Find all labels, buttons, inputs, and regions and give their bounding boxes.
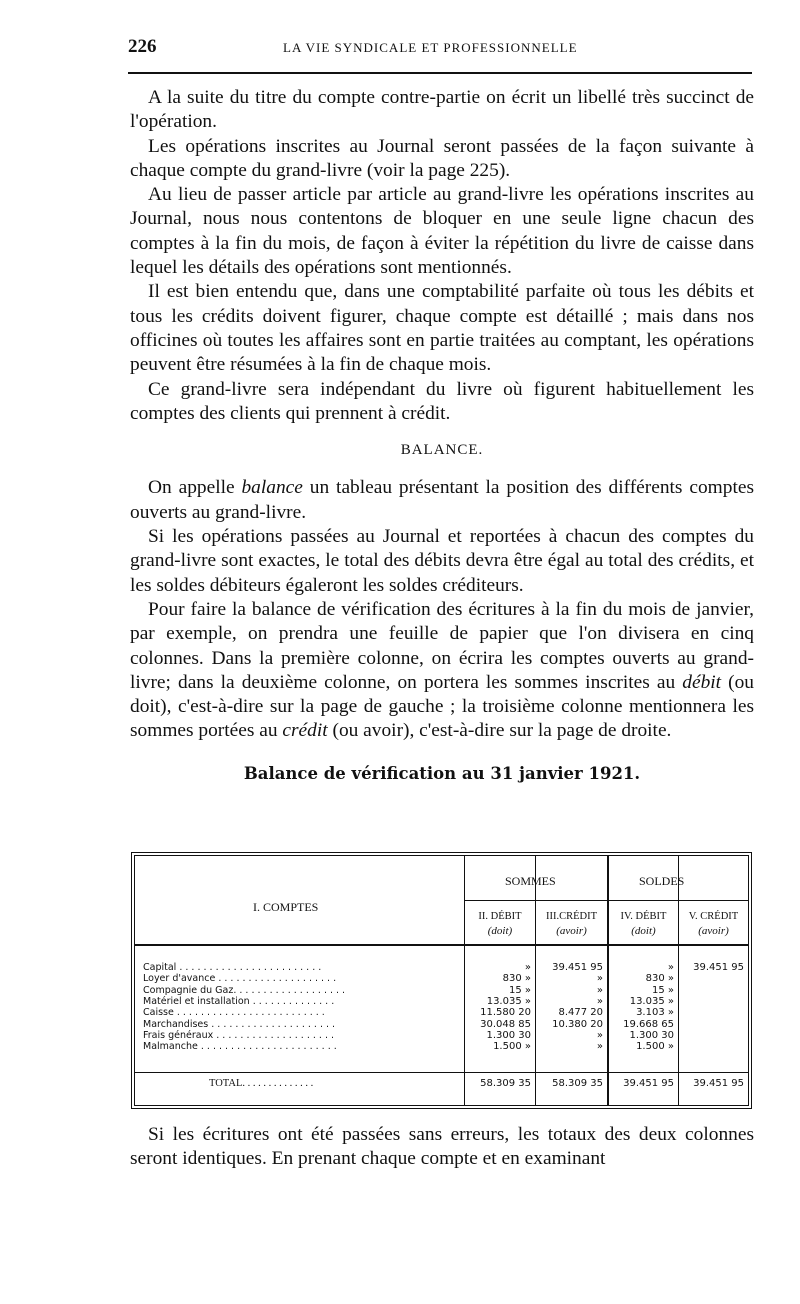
header-divider	[464, 900, 748, 901]
total-label: TOTAL. . . . . . . . . . . . . .	[209, 1078, 314, 1089]
debit-cell: 30.048 85	[480, 1018, 531, 1030]
total-solde-debit: 39.451 95	[623, 1078, 674, 1089]
debit-cell: 15 »	[508, 984, 531, 996]
header-bottom-rule	[135, 944, 748, 946]
solde-debit-cell: 15 »	[651, 984, 674, 996]
paragraph: Si les opérations passées au Journal et reportées à chacun des comptes du grand-livre sont exactes, le total des débits devra être égal au total des crédits, et les soldes débiteurs égaleront les soldes créditeurs.	[130, 526, 754, 596]
column-header-solde-credit: V. CRÉDIT (avoir)	[688, 911, 739, 937]
group-header-soldes: SOLDES	[639, 874, 685, 888]
total-row	[135, 1078, 748, 1092]
credit-cell: »	[596, 973, 603, 985]
paragraph: Les opérations inscrites au Journal seront passées de la façon suivante à chaque compte du grand-livre (voir la page 225).	[130, 135, 754, 181]
credit-cell: 10.380 20	[552, 1018, 603, 1030]
debit-cell: »	[524, 962, 531, 973]
main-text	[130, 86, 754, 800]
table-title: Balance de vérification au 31 janvier 1921.	[243, 763, 641, 783]
credit-cell: »	[596, 1029, 603, 1041]
credit-cell: »	[596, 984, 603, 996]
credit-cell: »	[596, 1041, 603, 1053]
total-debit: 58.309 35	[480, 1078, 531, 1089]
solde-debit-cell: 830 »	[645, 973, 674, 985]
account-name: Compagnie du Gaz. . . . . . . . . . . . . . . . . . .	[143, 984, 346, 996]
debit-cell: 830 »	[502, 973, 531, 985]
table-row	[135, 996, 748, 1007]
debit-cell: 11.580 20	[480, 1007, 531, 1019]
paragraph: A la suite du titre du compte contre-partie on écrit un libellé très succinct de l'opération.	[130, 87, 754, 133]
table-row	[135, 1019, 748, 1030]
total-credit: 58.309 35	[552, 1078, 603, 1089]
account-name: Marchandises . . . . . . . . . . . . . . . . . . . . .	[143, 1018, 336, 1030]
account-name: Matériel et installation . . . . . . . . . . . . . .	[143, 995, 335, 1007]
header-rule	[128, 72, 752, 74]
column-header-credit: III.CRÉDIT (avoir)	[545, 911, 598, 937]
paragraph: Il est bien entendu que, dans une comptabilité parfaite où tous les débits et tous les crédits doivent figurer, chaque compte est détaillé ; mais dans nos officines où toutes les affaires sont en partie traitées au comptant, les opérations peuvent être résumées à la fin de chaque mois.	[130, 281, 754, 376]
column-header-debit: II. DÉBIT (doit)	[478, 911, 522, 937]
paragraph: Si les écritures ont été passées sans erreurs, les totaux des deux colonnes seront identiques. En prenant chaque compte et en examinant	[130, 1124, 754, 1170]
solde-debit-cell: 3.103 »	[636, 1007, 674, 1019]
table-row	[135, 1007, 748, 1018]
total-solde-credit: 39.451 95	[693, 1078, 744, 1089]
paragraph: Au lieu de passer article par article au grand-livre les opérations inscrites au Journal, nous nous contentons de bloquer en une seule ligne chacun des comptes à la fin du mois, de façon à éviter la répétition du livre de caisse dans lequel les détails des opérations sont mentionnés.	[130, 184, 754, 279]
column-header-comptes: I. COMPTES	[253, 900, 319, 914]
footer-text	[130, 1123, 754, 1172]
paragraph: Pour faire la balance de vérification des écritures à la fin du mois de janvier, par exemple, on prendra une feuille de papier que l'on divisera en cinq colonnes. Dans la première colonne, on écrira les comptes ouverts au grand-livre; dans la deuxième colonne, on portera les sommes inscrites au débit (ou doit), c'est-à-dire sur la page de gauche ; la troisième colonne mentionnera les sommes portées au crédit (ou avoir), c'est-à-dire sur la page de droite.	[130, 598, 754, 742]
table-row	[135, 1041, 748, 1052]
solde-credit-cell: 39.451 95	[693, 962, 744, 973]
page-number: 226	[128, 36, 157, 57]
debit-cell: 1.500 »	[493, 1041, 531, 1053]
credit-cell: 8.477 20	[558, 1007, 603, 1019]
paragraph: Ce grand-livre sera indépendant du livre où figurent habituellement les comptes des clients qui prennent à crédit.	[130, 378, 754, 424]
running-title: LA VIE SYNDICALE ET PROFESSIONNELLE	[283, 40, 578, 55]
table-row	[135, 973, 748, 984]
solde-debit-cell: »	[667, 962, 674, 973]
debit-cell: 13.035 »	[486, 995, 531, 1007]
solde-debit-cell: 1.500 »	[636, 1041, 674, 1053]
account-name: Caisse . . . . . . . . . . . . . . . . . . . . . . . . .	[143, 1007, 325, 1019]
table-row	[135, 962, 748, 973]
paragraph: On appelle balance un tableau présentant la position des différents comptes ouverts au grand-livre.	[130, 477, 754, 523]
table-row	[135, 1030, 748, 1041]
section-heading: BALANCE.	[400, 442, 484, 459]
balance-table	[131, 852, 752, 1109]
account-name: Frais généraux . . . . . . . . . . . . . . . . . . . .	[143, 1029, 335, 1041]
account-name: Malmanche . . . . . . . . . . . . . . . . . . . . . . .	[143, 1041, 337, 1053]
account-name: Capital . . . . . . . . . . . . . . . . . . . . . . . .	[143, 962, 322, 973]
debit-cell: 1.300 30	[486, 1029, 531, 1041]
group-header-sommes: SOMMES	[505, 874, 556, 888]
solde-debit-cell: 13.035 »	[629, 995, 674, 1007]
solde-debit-cell: 1.300 30	[629, 1029, 674, 1041]
solde-debit-cell: 19.668 65	[623, 1018, 674, 1030]
account-name: Loyer d'avance . . . . . . . . . . . . . . . . . . . .	[143, 973, 337, 985]
total-rule	[135, 1072, 748, 1073]
page-header	[128, 36, 752, 66]
column-header-solde-debit: IV. DÉBIT (doit)	[620, 911, 667, 937]
credit-cell: 39.451 95	[552, 962, 603, 973]
table-row	[135, 985, 748, 996]
credit-cell: »	[596, 995, 603, 1007]
